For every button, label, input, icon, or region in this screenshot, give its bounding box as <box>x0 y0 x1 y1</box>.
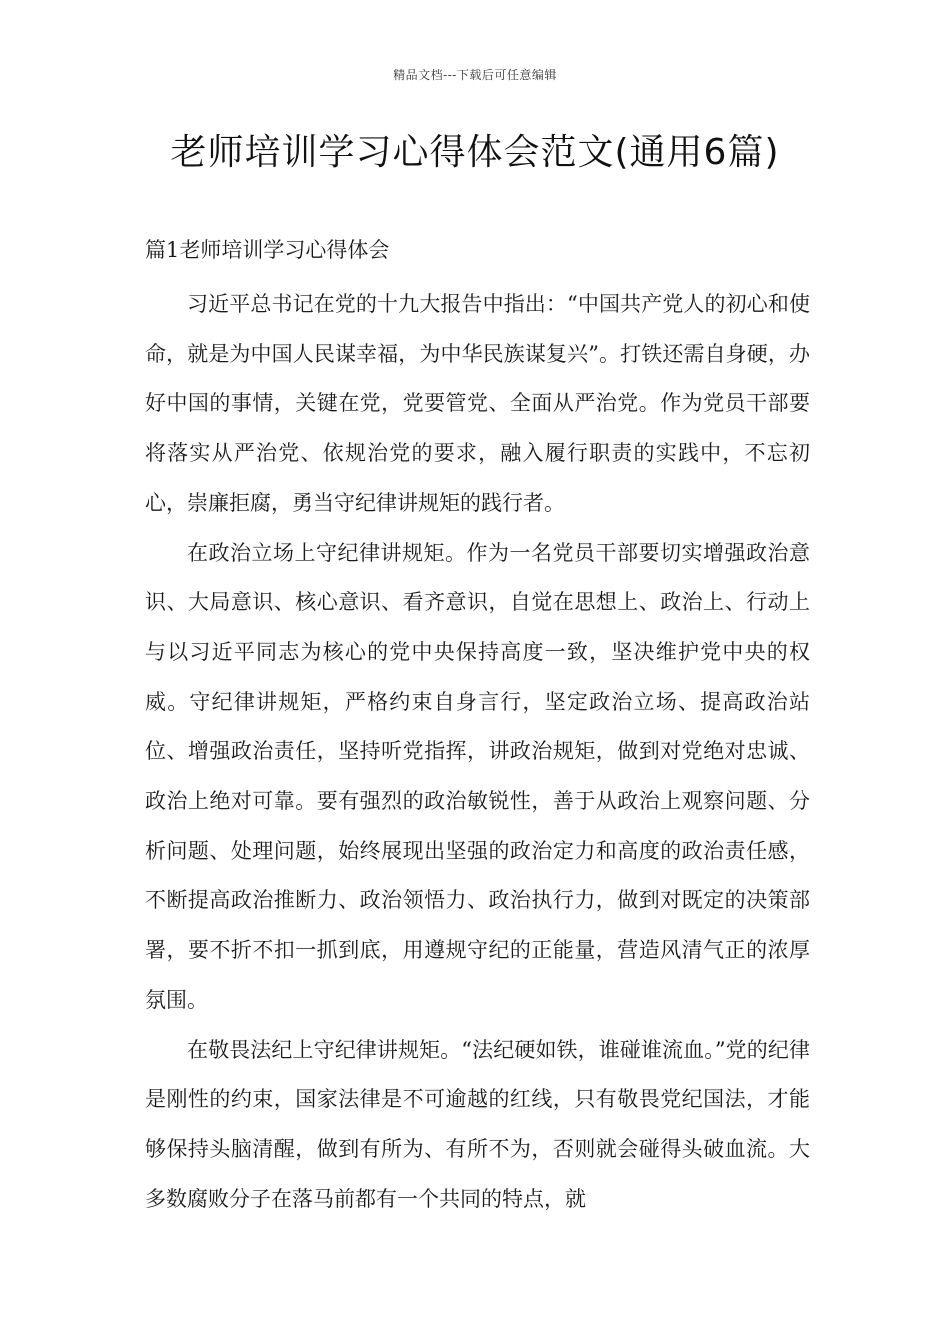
section-heading: 篇1老师培训学习心得体会 <box>145 238 390 262</box>
page-header-watermark: 精品文档---下载后可任意编辑 <box>393 68 557 82</box>
document-title: 老师培训学习心得体会范文(通用6篇) <box>170 132 780 173</box>
body-paragraph: 在敬畏法纪上守纪律讲规矩。“法纪硬如铁，谁碰谁流血。”党的纪律是刚性的约束，国家法律是不可逾越的红线，只有敬畏党纪国法，才能够保持头脑清醒，做到有所为、有所不为，否则就会碰得头破血流。大多数腐败分子在落马前都有一个共同的特点，就 <box>145 1037 810 1211</box>
body-paragraph: 习近平总书记在党的十九大报告中指出：“中国共产党人的初心和使命，就是为中国人民谋幸福，为中华民族谋复兴”。打铁还需自身硬，办好中国的事情，关键在党，党要管党、全面从严治党。作为党员干部要将落实从严治党、依规治党的要求，融入履行职责的实践中，不忘初心，崇廉拒腐，勇当守纪律讲规矩的践行者。 <box>145 292 810 515</box>
body-paragraph: 在政治立场上守纪律讲规矩。作为一名党员干部要切实增强政治意识、大局意识、核心意识、看齐意识，自觉在思想上、政治上、行动上与以习近平同志为核心的党中央保持高度一致，坚决维护党中央的权威。守纪律讲规矩，严格约束自身言行，坚定政治立场、提高政治站位、增强政治责任，坚持听党指挥，讲政治规矩，做到对党绝对忠诚、政治上绝对可靠。要有强烈的政治敏锐性，善于从政治上观察问题、分析问题、处理问题，始终展现出坚强的政治定力和高度的政治责任感，不断提高政治推断力、政治领悟力、政治执行力，做到对既定的决策部署，要不折不扣一抓到底，用遵规守纪的正能量，营造风清气正的浓厚氛围。 <box>145 540 810 1012</box>
document-body <box>145 280 810 1224</box>
